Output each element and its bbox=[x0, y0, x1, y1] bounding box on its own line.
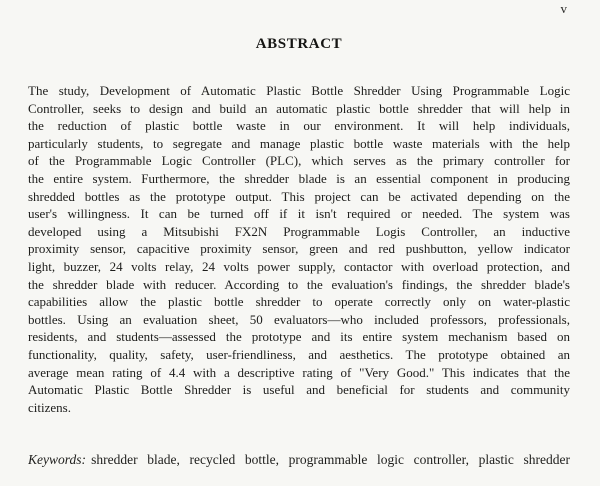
paragraph-line: capabilities allow the plastic bottle shredder to operate correctly only on water-plastic bbox=[28, 294, 570, 310]
paragraph-line: average mean rating of 4.4 with a descriptive rating of "Very Good." This indicates that the bbox=[28, 364, 570, 380]
paragraph-line: residents, and students—assessed the prototype and its entire system mechanism based on bbox=[28, 329, 570, 345]
paragraph-line: Controller, seeks to design and build an automatic plastic bottle shredder that will help in bbox=[28, 100, 570, 116]
paragraph-line: developed using a Mitsubishi FX2N Programmable Logis Controller, an inductive bbox=[28, 223, 570, 239]
paragraph-line: The study, Development of Automatic Plastic Bottle Shredder Using Programmable Logic bbox=[28, 83, 570, 98]
abstract-paragraph bbox=[28, 82, 570, 416]
paragraph-line: Automatic Plastic Bottle Shredder is useful and beneficial for students and community bbox=[28, 382, 570, 398]
paragraph-line: the reduction of plastic bottle waste in our environment. It will help individuals, bbox=[28, 118, 570, 134]
keywords-text: shredder blade, recycled bottle, programmable logic controller, plastic shredder bbox=[91, 452, 570, 467]
paragraph-line: bottles. Using an evaluation sheet, 50 evaluators—who included professors, professionals, bbox=[28, 311, 570, 327]
paragraph-line: citizens. bbox=[28, 399, 71, 415]
keywords-label: Keywords: bbox=[28, 452, 86, 467]
paragraph-line: particularly students, to segregate and manage plastic bottle waste materials with the help bbox=[28, 135, 570, 151]
paragraph-line: the entire system. Furthermore, the shredder blade is an essential component in producing bbox=[28, 170, 570, 186]
keywords-line bbox=[28, 451, 570, 469]
paragraph-line: light, buzzer, 24 volts relay, 24 volts power supply, contactor with overload protection, and bbox=[28, 258, 570, 274]
paragraph-line: the shredder blade with reducer. According to the evaluation's findings, the shredder blade's bbox=[28, 276, 570, 292]
paragraph-line: proximity sensor, capacitive proximity sensor, green and red pushbutton, yellow indicator bbox=[28, 241, 570, 257]
paragraph-line: of the Programmable Logic Controller (PLC), which serves as the primary controller for bbox=[28, 153, 570, 169]
paragraph-line: functionality, quality, safety, user-friendliness, and aesthetics. The prototype obtained an bbox=[28, 346, 570, 362]
page-number: v bbox=[560, 1, 567, 16]
paragraph-line: shredded bottles as the prototype output. This project can be activated depending on the bbox=[28, 188, 570, 204]
abstract-heading: ABSTRACT bbox=[255, 36, 343, 52]
paragraph-line: user's willingness. It can be turned off if it isn't required or needed. The system was bbox=[28, 206, 570, 222]
